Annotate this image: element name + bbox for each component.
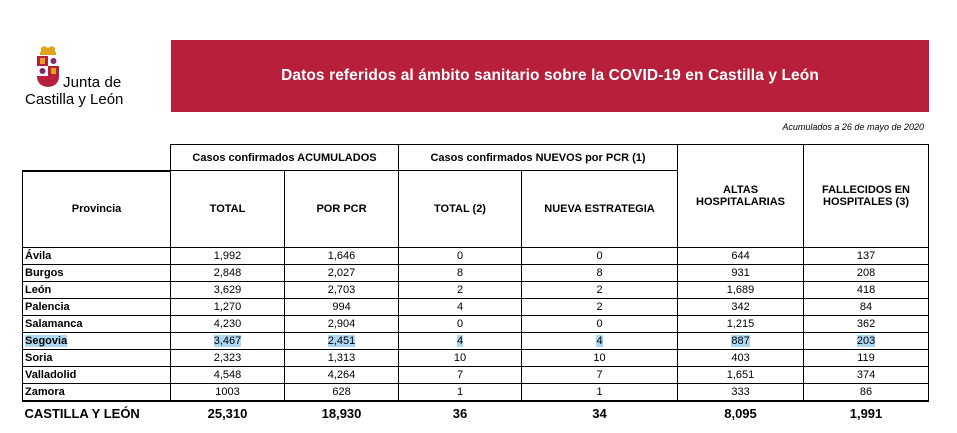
- row-nueva: 2: [596, 283, 603, 296]
- header-total: TOTAL: [171, 171, 285, 248]
- row-pcr: 1,313: [327, 351, 356, 364]
- row-nueva: 0: [596, 317, 603, 330]
- table-row: [23, 367, 929, 384]
- row-nueva: 7: [596, 368, 603, 381]
- row-total2: 0: [456, 249, 464, 262]
- totals-row: [23, 401, 929, 424]
- junta-logo: [25, 46, 155, 112]
- table-row: [23, 299, 929, 316]
- row-fallecidos: 137: [856, 249, 876, 262]
- table-row: [23, 248, 929, 265]
- date-subtitle: Acumulados a 26 de mayo de 2020: [782, 122, 924, 132]
- row-total2: 8: [456, 266, 464, 279]
- totals-label: CASTILLA Y LEÓN: [23, 401, 171, 424]
- row-total2: 10: [453, 351, 467, 364]
- row-nueva: 10: [593, 351, 606, 364]
- row-pcr: 2,703: [327, 283, 356, 296]
- title-banner: [171, 40, 929, 112]
- row-total: 1,992: [213, 249, 242, 262]
- row-total2: 4: [456, 334, 464, 347]
- row-fallecidos: 362: [856, 317, 876, 330]
- row-pcr: 628: [332, 385, 351, 398]
- row-altas: 1,651: [726, 368, 755, 381]
- row-total: 3,629: [213, 283, 242, 296]
- header-provincia: Provincia: [23, 171, 171, 248]
- row-nueva: 4: [596, 334, 603, 347]
- row-pcr: 2,904: [327, 317, 356, 330]
- table-row: [23, 350, 929, 367]
- row-provincia: Palencia: [25, 300, 70, 313]
- header-fallecidos: FALLECIDOS EN HOSPITALES (3): [804, 145, 929, 248]
- row-provincia: Valladolid: [25, 368, 77, 381]
- totals-nueva: 34: [522, 401, 678, 424]
- totals-total: 25,310: [171, 401, 285, 424]
- row-fallecidos: 374: [856, 368, 876, 381]
- row-total2: 0: [456, 317, 464, 330]
- header-nueva-estrategia: NUEVA ESTRATEGIA: [522, 171, 678, 248]
- row-altas: 342: [731, 300, 750, 313]
- row-nueva: 0: [596, 249, 603, 262]
- row-provincia: León: [25, 283, 52, 296]
- totals-total2: 36: [399, 401, 522, 424]
- row-provincia: Salamanca: [25, 317, 83, 330]
- header-por-pcr: POR PCR: [285, 171, 399, 248]
- totals-fallecidos: 1,991: [804, 401, 929, 424]
- row-provincia: Ávila: [25, 249, 52, 262]
- row-total: 3,467: [213, 334, 242, 347]
- row-fallecidos: 119: [857, 351, 875, 364]
- table-row: [23, 384, 929, 402]
- row-altas: 1,215: [726, 317, 755, 330]
- row-total2: 4: [456, 300, 464, 313]
- table-row: [23, 282, 929, 299]
- table-row: [23, 316, 929, 333]
- row-total2: 2: [456, 283, 464, 296]
- logo-text-line2: Castilla y León: [25, 91, 124, 108]
- coat-of-arms-icon: [33, 46, 63, 88]
- row-provincia: Segovia: [25, 334, 68, 347]
- row-fallecidos: 84: [859, 300, 873, 313]
- row-altas: 887: [731, 334, 750, 347]
- row-total: 2,323: [213, 351, 242, 364]
- row-pcr: 994: [332, 300, 351, 313]
- header-altas: ALTAS HOSPITALARIAS: [678, 145, 804, 248]
- row-total2: 1: [456, 385, 464, 398]
- row-total: 2,848: [213, 266, 242, 279]
- logo-text-line1: Junta de: [63, 74, 122, 91]
- row-altas: 644: [731, 249, 750, 262]
- row-total: 1003: [215, 385, 240, 398]
- row-total2: 7: [456, 368, 464, 381]
- row-fallecidos: 86: [859, 385, 873, 398]
- covid-data-table: [22, 144, 929, 424]
- row-nueva: 2: [596, 300, 603, 313]
- row-altas: 1,689: [726, 283, 755, 296]
- row-provincia: Zamora: [25, 385, 65, 398]
- row-total: 1,270: [213, 300, 242, 313]
- row-pcr: 1,646: [327, 249, 356, 262]
- table-row: [23, 265, 929, 282]
- row-altas: 333: [731, 385, 750, 398]
- row-nueva: 8: [596, 266, 603, 279]
- row-fallecidos: 208: [856, 266, 876, 279]
- row-fallecidos: 418: [856, 283, 876, 296]
- table-row-selected: [23, 333, 929, 350]
- row-pcr: 2,451: [327, 334, 356, 347]
- row-altas: 931: [731, 266, 750, 279]
- row-pcr: 4,264: [327, 368, 356, 381]
- row-pcr: 2,027: [327, 266, 356, 279]
- row-nueva: 1: [596, 385, 603, 398]
- row-fallecidos: 203: [856, 334, 876, 347]
- totals-pcr: 18,930: [285, 401, 399, 424]
- row-total: 4,230: [213, 317, 242, 330]
- page-title: Datos referidos al ámbito sanitario sobre la COVID-19 en Castilla y León: [281, 67, 819, 84]
- row-provincia: Soria: [25, 351, 53, 364]
- header-nuevos: Casos confirmados NUEVOS por PCR (1): [399, 145, 678, 171]
- row-total: 4,548: [213, 368, 242, 381]
- totals-altas: 8,095: [678, 401, 804, 424]
- header-acumulados: Casos confirmados ACUMULADOS: [171, 145, 399, 171]
- row-altas: 403: [731, 351, 750, 364]
- row-provincia: Burgos: [25, 266, 64, 279]
- header-total-2: TOTAL (2): [399, 171, 522, 248]
